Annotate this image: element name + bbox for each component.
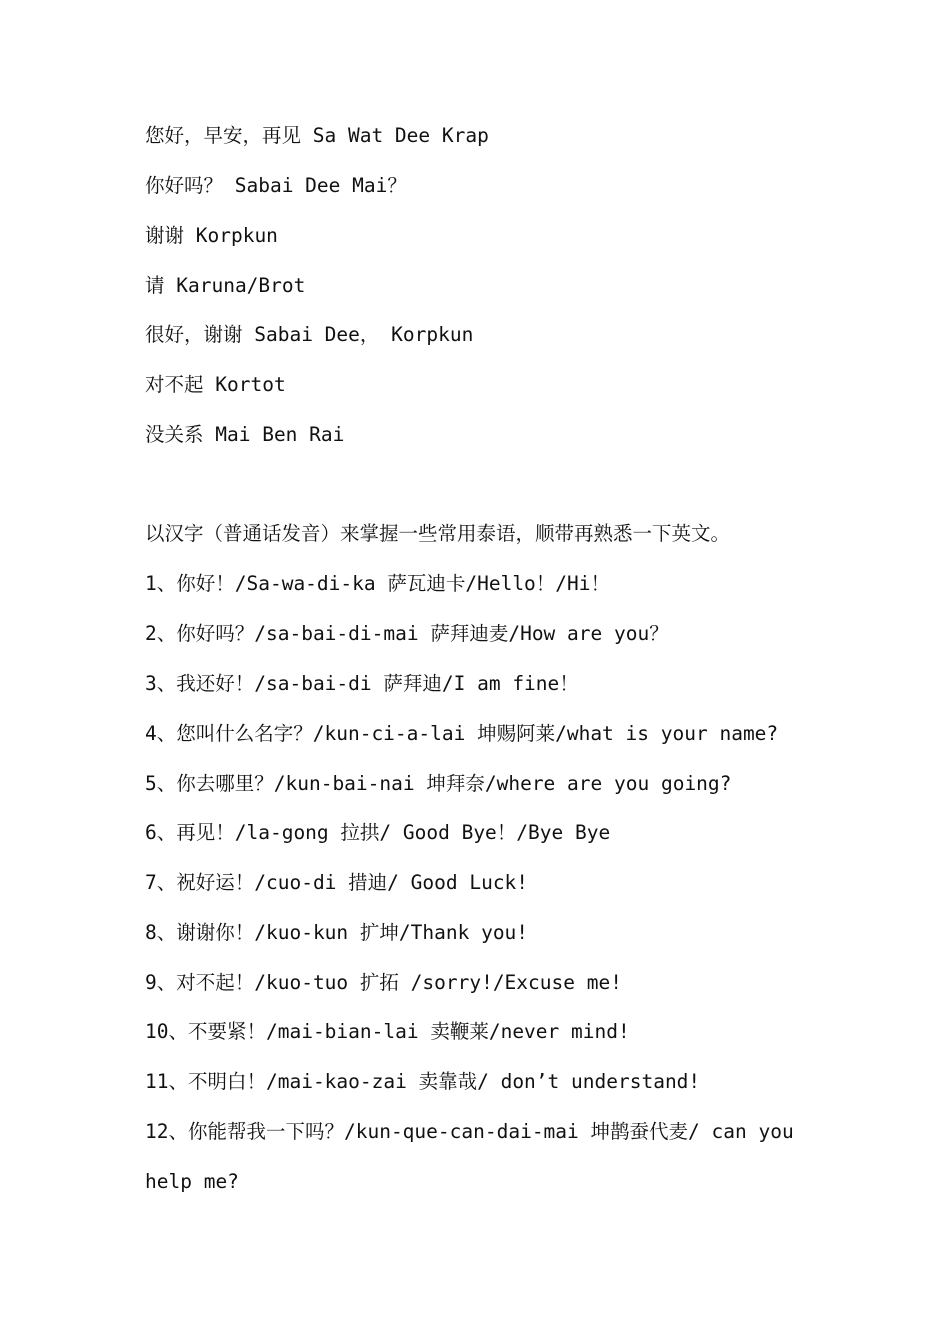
list-item: 6、再见！/la-gong 拉拱/ Good Bye！/Bye Bye bbox=[145, 821, 611, 844]
list-item: 3、我还好！/sa-bai-di 萨拜迪/I am fine！ bbox=[145, 672, 579, 695]
list-item-continuation: help me? bbox=[145, 1170, 239, 1193]
list-item: 9、对不起！/kuo-tuo 扩拓 /sorry!/Excuse me! bbox=[145, 971, 622, 994]
list-item: 1、你好！/Sa-wa-di-ka 萨瓦迪卡/Hello！/Hi！ bbox=[145, 572, 611, 595]
list-item: 2、你好吗？/sa-bai-di-mai 萨拜迪麦/How are you？ bbox=[145, 622, 669, 645]
list-item: 4、您叫什么名字？/kun-ci-a-lai 坤赐阿莱/what is your name? bbox=[145, 722, 779, 745]
phrase-line: 没关系 Mai Ben Rai bbox=[145, 423, 345, 446]
list-item: 7、祝好运！/cuo-di 措迪/ Good Luck! bbox=[145, 871, 529, 894]
list-item: 11、不明白！/mai-kao-zai 卖靠哉/ don’t understand! bbox=[145, 1070, 701, 1093]
list-item: 5、你去哪里？/kun-bai-nai 坤拜奈/where are you going? bbox=[145, 772, 732, 795]
phrase-line: 谢谢 Korpkun bbox=[145, 224, 278, 247]
list-item: 10、不要紧！/mai-bian-lai 卖鞭莱/never mind! bbox=[145, 1020, 630, 1043]
intro-paragraph: 以汉字（普通话发音）来掌握一些常用泰语，顺带再熟悉一下英文。 bbox=[145, 522, 731, 545]
phrase-line: 您好，早安，再见 Sa Wat Dee Krap bbox=[145, 124, 489, 147]
phrase-line: 你好吗？ Sabai Dee Mai？ bbox=[145, 174, 407, 197]
phrase-line: 对不起 Kortot bbox=[145, 373, 286, 396]
list-item: 8、谢谢你！/kuo-kun 扩坤/Thank you! bbox=[145, 921, 529, 944]
list-item: 12、你能帮我一下吗？/kun-que-can-dai-mai 坤鹊蚕代麦/ can you bbox=[145, 1120, 794, 1143]
phrase-line: 请 Karuna/Brot bbox=[145, 274, 306, 297]
phrase-line: 很好，谢谢 Sabai Dee， Korpkun bbox=[145, 323, 474, 346]
